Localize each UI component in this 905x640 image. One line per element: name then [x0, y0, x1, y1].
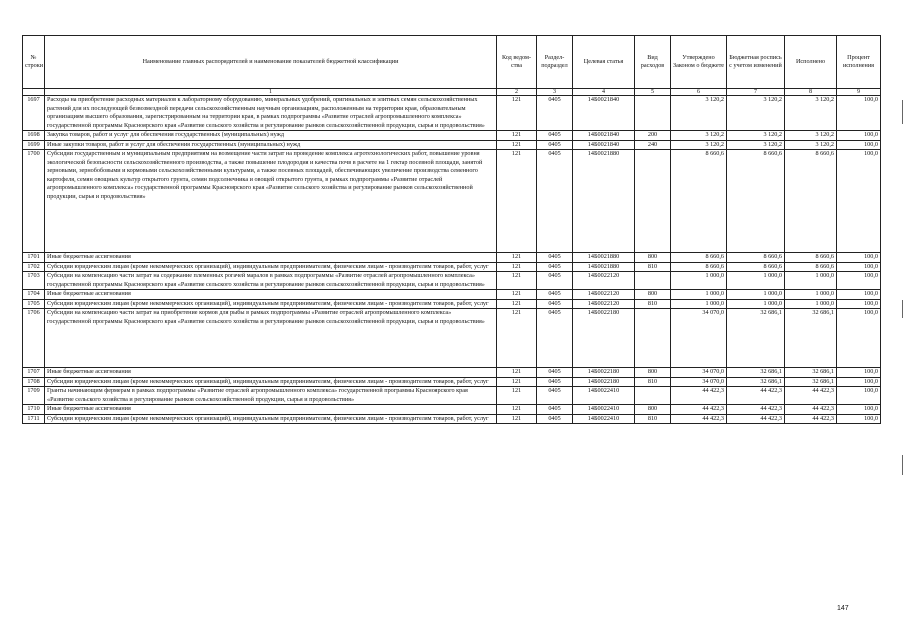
row-percent: 100,0: [837, 368, 881, 378]
row-section: 0405: [537, 299, 573, 309]
row-executed: 3 120,2: [785, 131, 837, 141]
table-body: [23, 96, 881, 424]
row-number: 1700: [23, 150, 45, 253]
header-expense-type: Вид расходов: [635, 36, 671, 89]
column-number: 2: [497, 89, 537, 96]
row-name: Субсидии юридическим лицам (кроме некоммерческих организаций), индивидуальным предпринимателям, физическим лицам - производителям товаров, работ, услуг: [45, 262, 497, 272]
row-approved: 1 000,0: [671, 290, 727, 300]
row-section: 0405: [537, 377, 573, 387]
row-code: 121: [497, 131, 537, 141]
row-percent: 100,0: [837, 387, 881, 405]
row-name: Иные бюджетные ассигнования: [45, 290, 497, 300]
column-number: 6: [671, 89, 727, 96]
table-row: [23, 262, 881, 272]
row-expense-type: 800: [635, 405, 671, 415]
table-row: [23, 131, 881, 141]
row-percent: 100,0: [837, 96, 881, 131]
row-code: 121: [497, 299, 537, 309]
row-executed: 8 660,6: [785, 150, 837, 253]
row-code: 121: [497, 387, 537, 405]
row-section: 0405: [537, 309, 573, 368]
row-expense-type: 810: [635, 414, 671, 424]
row-code: 121: [497, 253, 537, 263]
row-executed: 32 686,1: [785, 377, 837, 387]
row-code: 121: [497, 414, 537, 424]
row-target: 14Б0021880: [573, 150, 635, 253]
row-code: 121: [497, 96, 537, 131]
row-approved: 8 660,6: [671, 262, 727, 272]
row-budget-list: 3 120,2: [727, 140, 785, 150]
row-name: Субсидии юридическим лицам (кроме некоммерческих организаций), индивидуальным предпринимателям, физическим лицам - производителям товаров, работ, услуг: [45, 299, 497, 309]
row-number: 1708: [23, 377, 45, 387]
header-executed: Исполнено: [785, 36, 837, 89]
row-expense-type: 800: [635, 253, 671, 263]
row-percent: 100,0: [837, 299, 881, 309]
row-code: 121: [497, 290, 537, 300]
row-name: Гранты начинающим фермерам в рамках подпрограммы «Развитие отраслей агропромышленного комплекса» государственной программы Красноярского края «Развитие сельского хозяйства и регулирование рынков сельскохозяйственной продукции, сырья и продовольствия»: [45, 387, 497, 405]
row-section: 0405: [537, 387, 573, 405]
row-percent: 100,0: [837, 290, 881, 300]
row-budget-list: 1 000,0: [727, 272, 785, 290]
row-executed: 3 120,2: [785, 96, 837, 131]
row-budget-list: 44 422,3: [727, 405, 785, 415]
header-section: Раздел-подраздел: [537, 36, 573, 89]
row-number: 1704: [23, 290, 45, 300]
row-percent: 100,0: [837, 131, 881, 141]
row-number: 1706: [23, 309, 45, 368]
row-approved: 3 120,2: [671, 96, 727, 131]
row-percent: 100,0: [837, 405, 881, 415]
row-target: 14Б0022410: [573, 414, 635, 424]
row-budget-list: 32 686,1: [727, 377, 785, 387]
row-number: 1710: [23, 405, 45, 415]
row-target: 14Б0021840: [573, 131, 635, 141]
row-approved: 8 660,6: [671, 150, 727, 253]
row-expense-type: [635, 309, 671, 368]
row-code: 121: [497, 405, 537, 415]
table-row: [23, 368, 881, 378]
margin-mark: [902, 300, 903, 318]
row-approved: 3 120,2: [671, 140, 727, 150]
row-name: Субсидии на компенсацию части затрат на приобретение кормов для рыбы в рамках подпрограммы «Развитие отраслей агропромышленного комплекса» государственной программы Красноярского края «Развитие сельского хозяйства и регулирование рынков сельскохозяйственной продукции, сырья и продовольствия»: [45, 309, 497, 368]
row-code: 121: [497, 262, 537, 272]
header-target: Целевая статья: [573, 36, 635, 89]
row-approved: 34 070,0: [671, 377, 727, 387]
row-executed: 1 000,0: [785, 272, 837, 290]
row-executed: 1 000,0: [785, 299, 837, 309]
row-expense-type: [635, 96, 671, 131]
row-approved: 34 070,0: [671, 368, 727, 378]
row-executed: 32 686,1: [785, 368, 837, 378]
row-target: 14Б0022180: [573, 368, 635, 378]
row-name: Субсидии государственным и муниципальным предприятиям на возмещение части затрат на проведение комплекса агротехнологических работ, повышение уровня экологической безопасности сельскохозяйственного производства, а также повышение плодородия и качества почв в расчете на 1 гектар посевной площади, занятой зерновыми, зернобобовыми и кормовыми сельскохозяйственными культурами, а также посевных площадей, обеспечивающих увеличение производства семенного картофеля, семян овощных культур открытого грунта, семян подсолнечника и овощей открытого грунта, в рамках подпрограммы «Развитие отраслей агропромышленного комплекса» государственной программы Красноярского края «Развитие сельского хозяйства и регулирование рынков сельскохозяйственной продукции, сырья и продовольствия»: [45, 150, 497, 253]
table-row: [23, 140, 881, 150]
table-row: [23, 96, 881, 131]
row-target: 14Б0021840: [573, 96, 635, 131]
page-number: 147: [837, 605, 849, 612]
column-number: [23, 89, 45, 96]
table-row: [23, 387, 881, 405]
row-approved: 44 422,3: [671, 387, 727, 405]
row-approved: 3 120,2: [671, 131, 727, 141]
column-number: 7: [727, 89, 785, 96]
row-section: 0405: [537, 150, 573, 253]
column-number: 8: [785, 89, 837, 96]
row-executed: 1 000,0: [785, 290, 837, 300]
row-expense-type: [635, 387, 671, 405]
row-target: 14Б0022120: [573, 272, 635, 290]
row-expense-type: 800: [635, 368, 671, 378]
row-number: 1705: [23, 299, 45, 309]
row-section: 0405: [537, 405, 573, 415]
row-code: 121: [497, 272, 537, 290]
row-name: Иные закупки товаров, работ и услуг для обеспечения государственных (муниципальных) нужд: [45, 140, 497, 150]
row-percent: 100,0: [837, 253, 881, 263]
row-budget-list: 32 686,1: [727, 368, 785, 378]
column-number: 9: [837, 89, 881, 96]
table-row: [23, 414, 881, 424]
row-budget-list: 1 000,0: [727, 299, 785, 309]
row-budget-list: 8 660,6: [727, 150, 785, 253]
row-target: 14Б0022410: [573, 387, 635, 405]
row-section: 0405: [537, 140, 573, 150]
row-approved: 8 660,6: [671, 253, 727, 263]
row-name: Расходы на приобретение расходных материалов к лабораторному оборудованию, минеральных удобрений, оригинальных и элитных семян сельскохозяйственных растений для их последующей безвозмездной передачи сельскохозяйственным научным организациям, расположенным на территории края, образовательным организациям высшего образования, зарегистрированным на территории края, в рамках подпрограммы «Развитие отраслей агропромышленного комплекса» государственной программы Красноярского края «Развитие сельского хозяйства и регулирование рынков сельскохозяйственной продукции, сырья и продовольствия»: [45, 96, 497, 131]
row-percent: 100,0: [837, 150, 881, 253]
row-budget-list: 44 422,3: [727, 414, 785, 424]
row-approved: 44 422,3: [671, 414, 727, 424]
row-expense-type: 810: [635, 377, 671, 387]
row-percent: 100,0: [837, 262, 881, 272]
row-percent: 100,0: [837, 309, 881, 368]
row-expense-type: [635, 272, 671, 290]
row-executed: 44 422,3: [785, 414, 837, 424]
table-row: [23, 299, 881, 309]
row-number: 1711: [23, 414, 45, 424]
row-number: 1707: [23, 368, 45, 378]
row-expense-type: [635, 150, 671, 253]
row-section: 0405: [537, 272, 573, 290]
row-executed: 32 686,1: [785, 309, 837, 368]
table-row: [23, 150, 881, 253]
row-target: 14Б0022410: [573, 405, 635, 415]
row-approved: 34 070,0: [671, 309, 727, 368]
row-name: Иные бюджетные ассигнования: [45, 405, 497, 415]
row-number: 1703: [23, 272, 45, 290]
row-code: 121: [497, 368, 537, 378]
row-name: Субсидии юридическим лицам (кроме некоммерческих организаций), индивидуальным предпринимателям, физическим лицам - производителям товаров, работ, услуг: [45, 414, 497, 424]
row-budget-list: 32 686,1: [727, 309, 785, 368]
header-row-no: № строки: [23, 36, 45, 89]
table-row: [23, 309, 881, 368]
row-expense-type: 240: [635, 140, 671, 150]
row-budget-list: 3 120,2: [727, 96, 785, 131]
row-approved: 1 000,0: [671, 299, 727, 309]
row-target: 14Б0022180: [573, 309, 635, 368]
row-budget-list: 3 120,2: [727, 131, 785, 141]
table-row: [23, 377, 881, 387]
row-executed: 44 422,3: [785, 405, 837, 415]
row-executed: 8 660,6: [785, 262, 837, 272]
row-code: 121: [497, 309, 537, 368]
row-budget-list: 1 000,0: [727, 290, 785, 300]
row-number: 1701: [23, 253, 45, 263]
row-target: 14Б0021880: [573, 262, 635, 272]
row-budget-list: 44 422,3: [727, 387, 785, 405]
row-percent: 100,0: [837, 272, 881, 290]
row-budget-list: 8 660,6: [727, 253, 785, 263]
row-target: 14Б0022120: [573, 299, 635, 309]
row-expense-type: 810: [635, 262, 671, 272]
row-executed: 3 120,2: [785, 140, 837, 150]
row-code: 121: [497, 150, 537, 253]
row-target: 14Б0021880: [573, 253, 635, 263]
row-executed: 8 660,6: [785, 253, 837, 263]
row-name: Субсидии на компенсацию части затрат на содержание племенных рогачей маралов в рамках подпрограммы «Развитие отраслей агропромышленного комплекса» государственной программы Красноярского края «Развитие сельского хозяйства и регулирование рынков сельскохозяйственной продукции, сырья и продовольствия»: [45, 272, 497, 290]
row-section: 0405: [537, 131, 573, 141]
column-number: 1: [45, 89, 497, 96]
row-number: 1698: [23, 131, 45, 141]
row-number: 1699: [23, 140, 45, 150]
row-budget-list: 8 660,6: [727, 262, 785, 272]
header-name: Наименование главных распорядителей и наименование показателей бюджетной классификации: [45, 36, 497, 89]
column-number: 5: [635, 89, 671, 96]
row-target: 14Б0022180: [573, 377, 635, 387]
row-percent: 100,0: [837, 140, 881, 150]
margin-mark: [902, 100, 903, 124]
table-row: [23, 272, 881, 290]
row-expense-type: 810: [635, 299, 671, 309]
row-name: Иные бюджетные ассигнования: [45, 368, 497, 378]
row-percent: 100,0: [837, 414, 881, 424]
column-number-row: [23, 89, 881, 96]
table-row: [23, 405, 881, 415]
row-name: Закупка товаров, работ и услуг для обеспечения государственных (муниципальных) нужд: [45, 131, 497, 141]
column-number: 4: [573, 89, 635, 96]
row-approved: 1 000,0: [671, 272, 727, 290]
row-section: 0405: [537, 253, 573, 263]
table-row: [23, 253, 881, 263]
header-percent: Процент исполнения: [837, 36, 881, 89]
row-expense-type: 200: [635, 131, 671, 141]
header-approved: Утверждено Законом о бюджете: [671, 36, 727, 89]
header-row: [23, 36, 881, 89]
header-budget-list: Бюджетная роспись с учетом изменений: [727, 36, 785, 89]
row-approved: 44 422,3: [671, 405, 727, 415]
row-number: 1709: [23, 387, 45, 405]
row-number: 1697: [23, 96, 45, 131]
row-target: 14Б0021840: [573, 140, 635, 150]
row-section: 0405: [537, 96, 573, 131]
row-target: 14Б0022120: [573, 290, 635, 300]
table-row: [23, 290, 881, 300]
row-section: 0405: [537, 414, 573, 424]
row-name: Субсидии юридическим лицам (кроме некоммерческих организаций), индивидуальным предпринимателям, физическим лицам - производителям товаров, работ, услуг: [45, 377, 497, 387]
margin-mark: [902, 455, 903, 475]
row-percent: 100,0: [837, 377, 881, 387]
row-section: 0405: [537, 262, 573, 272]
row-number: 1702: [23, 262, 45, 272]
row-expense-type: 800: [635, 290, 671, 300]
row-code: 121: [497, 377, 537, 387]
row-name: Иные бюджетные ассигнования: [45, 253, 497, 263]
header-code: Код ведом-ства: [497, 36, 537, 89]
row-executed: 44 422,3: [785, 387, 837, 405]
column-number: 3: [537, 89, 573, 96]
row-code: 121: [497, 140, 537, 150]
budget-execution-table: [22, 35, 881, 424]
row-section: 0405: [537, 368, 573, 378]
row-section: 0405: [537, 290, 573, 300]
